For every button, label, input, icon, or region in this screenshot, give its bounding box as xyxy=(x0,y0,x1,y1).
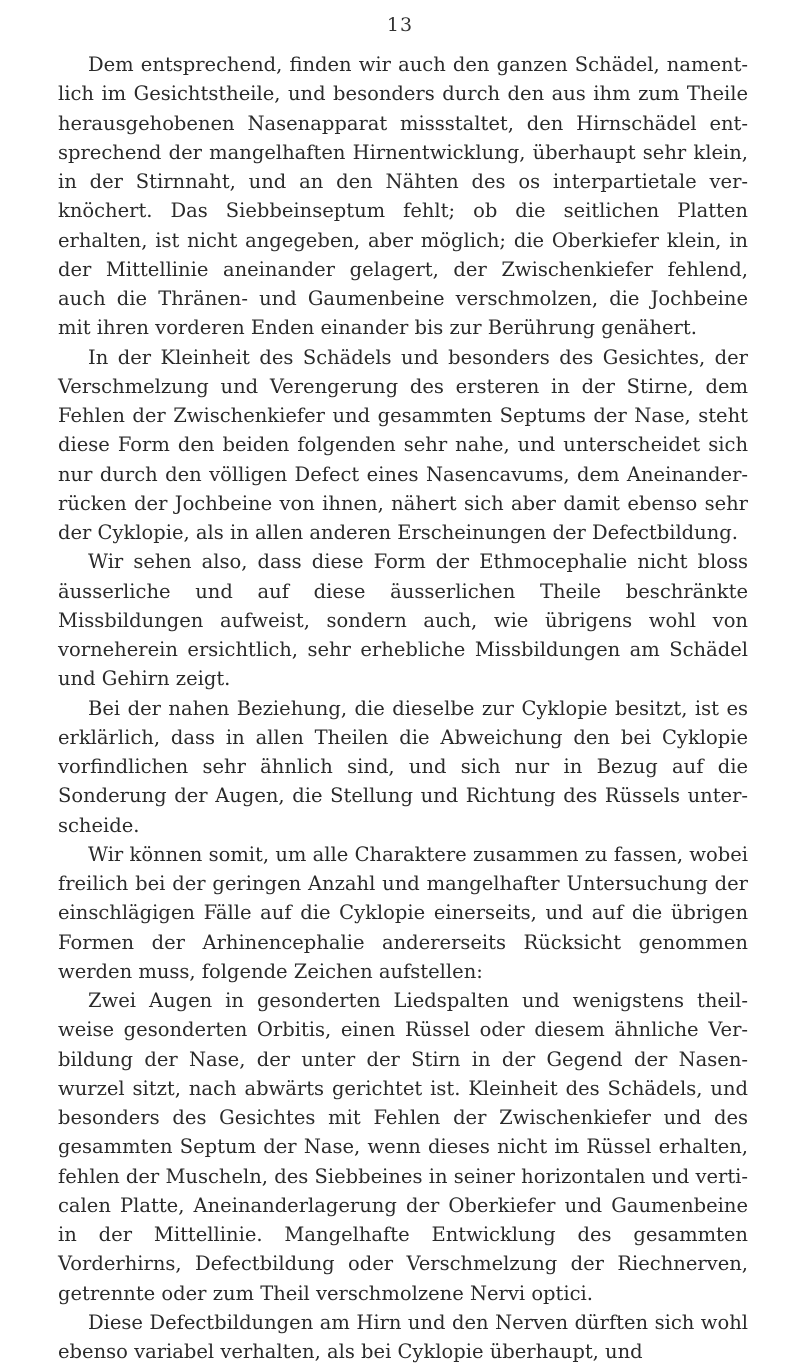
paragraph-ethmocephalie-summary: Wir sehen also, dass diese Form der Ethmocephalie nicht bloss äusserliche und auf diese äusserlichen Theile beschränkte Missbildungen aufweist, sondern auch, wie übrigens wohl von vorneherein ersichtlich, sehr erhebliche Missbildungen am Schädel und Gehirn zeigt. xyxy=(58,550,748,691)
paragraph-defect-variability: Diese Defectbildungen am Hirn und den Nerven dürften sich wohl ebenso variabel verhalten, als bei Cyklopie überhaupt, und xyxy=(58,1310,748,1363)
paragraph-skull-description: Dem entsprechend, finden wir auch den ganzen Schädel, namentlich im Gesichtstheile, und besonders durch den aus ihm zum Theile herausgehobenen Nasenapparat missstaltet, den Hirnschädel entsprechend der mangelhaften Hirnentwicklung, überhaupt sehr klein, in der Stirnnaht, und an den Nähten des os interpartietale verknöchert. Das Siebbeinseptum fehlt; ob die seitlichen Platten erhalten, ist nicht angegeben, aber möglich; die Oberkiefer klein, in der Mittellinie aneinander gelagert, der Zwischenkiefer fehlend, auch die Thränen- und Gaumenbeine verschmolzen, die Jochbeine mit ihren vorderen Enden einander bis zur Berührung genähert. xyxy=(58,53,748,340)
paragraph-relation-cyclopia: Bei der nahen Beziehung, die dieselbe zur Cyklopie besitzt, ist es erklärlich, dass in allen Theilen die Abweichung den bei Cyklopie vorfindlichen sehr ähnlich sind, und sich nur in Bezug auf die Sonderung der Augen, die Stellung und Richtung des Rüssels unterscheide. xyxy=(58,696,748,837)
page-number: 13 xyxy=(386,14,414,36)
paragraph-comparison-cyclopia: In der Kleinheit des Schädels und besonders des Gesichtes, der Verschmelzung und Verengerung des ersteren in der Stirne, dem Fehlen der Zwischenkiefer und gesammten Septums der Nase, steht diese Form den beiden folgenden sehr nahe, und unterscheidet sich nur durch den völligen Defect eines Nasencavums, dem Aneinanderrücken der Jochbeine von ihnen, nähert sich aber damit ebenso sehr der Cyklopie, als in allen anderen Erscheinungen der Defectbildung. xyxy=(58,345,748,544)
paragraph-characteristics-intro: Wir können somit, um alle Charaktere zusammen zu fassen, wobei freilich bei der geringen Anzahl und mangelhafter Untersuchung der einschlägigen Fälle auf die Cyklopie einerseits, und auf die übrigen Formen der Arhinencephalie andererseits Rücksicht genommen werden muss, folgende Zeichen aufstellen: xyxy=(58,842,748,983)
body-text xyxy=(58,50,748,1366)
paragraph-characteristics-list: Zwei Augen in gesonderten Liedspalten und wenigstens theilweise gesonderten Orbitis, einen Rüssel oder diesem ähnliche Verbildung der Nase, der unter der Stirn in der Gegend der Nasenwurzel sitzt, nach abwärts gerichtet ist. Kleinheit des Schädels, und besonders des Gesichtes mit Fehlen der Zwischenkiefer und des gesammten Septum der Nase, wenn dieses nicht im Rüssel erhalten, fehlen der Muscheln, des Siebbeines in seiner horizontalen und verticalen Platte, Aneinanderlagerung der Oberkiefer und Gaumenbeine in der Mittellinie. Mangelhafte Entwicklung des gesammten Vorderhirns, Defectbildung oder Verschmelzung der Riechnerven, getrennte oder zum Theil verschmolzene Nervi optici. xyxy=(58,989,748,1305)
